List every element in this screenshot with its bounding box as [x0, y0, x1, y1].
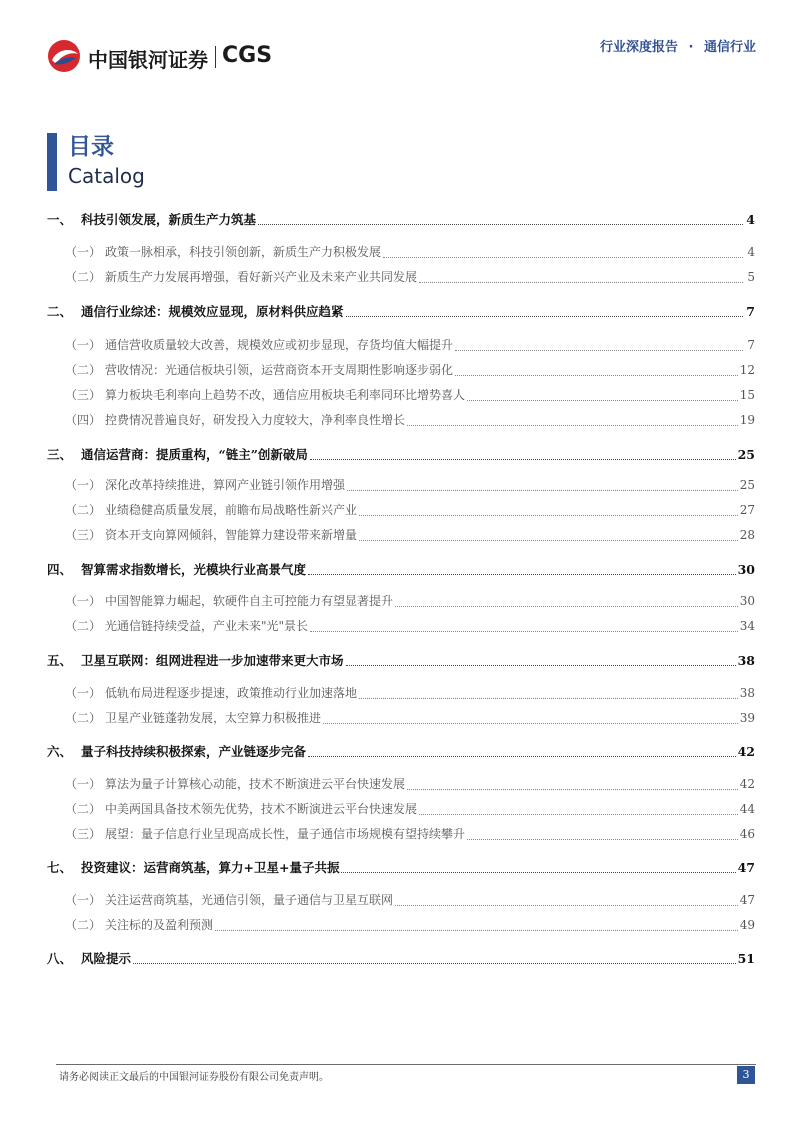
logo-text-cn: 中国银河证券: [88, 48, 208, 72]
toc-number: 五、: [47, 653, 73, 668]
toc-number: （二）: [65, 711, 102, 725]
toc-title: 新质生产力发展再增强，看好新兴产业及未来产业共同发展: [105, 270, 418, 284]
toc-title: 营收情况：光通信板块引领，运营商资本开支周期性影响逐步弱化: [105, 363, 454, 377]
toc-page-number: 5: [747, 270, 755, 284]
toc-number: （一）: [65, 594, 102, 608]
toc-page-number: 7: [746, 304, 755, 319]
toc-number: 二、: [47, 304, 73, 319]
toc-chapter-row[interactable]: [47, 949, 755, 969]
toc-page-number: 39: [739, 711, 755, 725]
toc-title: 科技引领发展，新质生产力筑基: [81, 212, 257, 227]
toc-leader-dots: [258, 223, 743, 225]
toc-leader-dots: [407, 788, 738, 790]
toc-leader-dots: [395, 904, 738, 906]
toc-title: 算法为量子计算核心动能，技术不断演进云平台快速发展: [105, 777, 406, 791]
toc-leader-dots: [455, 374, 738, 376]
toc-title: 通信运营商：提质重构，“链主”创新破局: [81, 447, 308, 462]
toc-page-number: 38: [737, 653, 755, 668]
toc-leader-dots: [308, 755, 736, 757]
toc-title: 卫星产业链蓬勃发展，太空算力积极推进: [105, 711, 322, 725]
toc-page-number: 19: [739, 413, 755, 427]
toc-leader-dots: [346, 664, 736, 666]
toc-section-row[interactable]: [47, 243, 755, 263]
toc-section-row[interactable]: [47, 268, 755, 288]
toc-leader-dots: [133, 962, 736, 964]
toc-page-number: 44: [739, 802, 755, 816]
toc-number: （一）: [65, 686, 102, 700]
catalog-accent-bar: [47, 133, 57, 191]
toc-number: （一）: [65, 338, 102, 352]
toc-leader-dots: [383, 256, 743, 258]
toc-title: 算力板块毛利率向上趋势不改，通信应用板块毛利率同环比增势喜人: [105, 388, 466, 402]
catalog-title-en: Catalog: [68, 164, 145, 188]
logo-divider: [215, 46, 216, 68]
toc-title: 业绩稳健高质量发展，前瞻布局战略性新兴产业: [105, 503, 358, 517]
toc-title: 中美两国具备技术领先优势，技术不断演进云平台快速发展: [105, 802, 418, 816]
toc-leader-dots: [359, 539, 738, 541]
toc-page-number: 46: [739, 827, 755, 841]
toc-title: 政策一脉相承，科技引领创新，新质生产力积极发展: [105, 245, 382, 259]
toc-number: 一、: [47, 212, 73, 227]
toc-page-number: 25: [737, 447, 755, 462]
toc-chapter-row[interactable]: [47, 302, 755, 322]
catalog-title-cn: 目录: [68, 134, 114, 160]
toc-page-number: 4: [747, 245, 755, 259]
toc-chapter-row[interactable]: [47, 651, 755, 671]
toc-leader-dots: [467, 399, 738, 401]
toc-number: （二）: [65, 619, 102, 633]
toc-number: （二）: [65, 270, 102, 284]
toc-leader-dots: [341, 871, 735, 873]
toc-title: 投资建议：运营商筑基，算力+卫星+量子共振: [81, 860, 340, 875]
toc-page-number: 27: [739, 503, 755, 517]
toc-section-row[interactable]: [47, 825, 755, 845]
toc-leader-dots: [455, 349, 743, 351]
toc-section-row[interactable]: [47, 386, 755, 406]
industry-name: 通信行业: [703, 40, 756, 55]
toc-page-number: 7: [747, 338, 755, 352]
toc-title: 关注标的及盈利预测: [105, 918, 214, 932]
toc-title: 智算需求指数增长，光模块行业高景气度: [81, 562, 307, 577]
toc-page-number: 47: [737, 860, 755, 875]
toc-number: （三）: [65, 388, 102, 402]
toc-section-row[interactable]: [47, 891, 755, 911]
toc-title: 资本开支向算网倾斜，智能算力建设带来新增量: [105, 528, 358, 542]
toc-leader-dots: [347, 489, 738, 491]
toc-title: 展望：量子信息行业呈现高成长性，量子通信市场规模有望持续攀升: [105, 827, 466, 841]
toc-chapter-row[interactable]: [47, 445, 755, 465]
toc-number: 四、: [47, 562, 73, 577]
toc-number: （一）: [65, 777, 102, 791]
toc-leader-dots: [310, 630, 738, 632]
toc-title: 关注运营商筑基，光通信引领，量子通信与卫星互联网: [105, 893, 394, 907]
toc-section-row[interactable]: [47, 411, 755, 431]
toc-number: （二）: [65, 363, 102, 377]
toc-leader-dots: [419, 281, 743, 283]
toc-title: 风险提示: [81, 951, 132, 966]
toc-page-number: 25: [739, 478, 755, 492]
toc-section-row[interactable]: [47, 709, 755, 729]
toc-title: 通信营收质量较大改善，规模效应或初步显现，存货均值大幅提升: [105, 338, 454, 352]
header-separator: ·: [688, 40, 694, 55]
toc-page-number: 47: [739, 893, 755, 907]
toc-leader-dots: [419, 813, 738, 815]
report-category: [600, 36, 756, 55]
logo-text-en: CGS: [222, 43, 273, 68]
toc-number: （二）: [65, 918, 102, 932]
report-type: 行业深度报告: [599, 40, 678, 55]
toc-section-row[interactable]: [47, 684, 755, 704]
page-header: [0, 0, 794, 80]
toc-leader-dots: [323, 722, 738, 724]
toc-title: 通信行业综述：规模效应显现，原材料供应趋紧: [81, 304, 344, 319]
toc-number: 三、: [47, 447, 73, 462]
toc-section-row[interactable]: [47, 800, 755, 820]
toc-number: （一）: [65, 893, 102, 907]
toc-chapter-row[interactable]: [47, 742, 755, 762]
toc-page-number: 42: [739, 777, 755, 791]
toc-number: 六、: [47, 744, 73, 759]
footer-divider: [56, 1064, 756, 1065]
toc-section-row[interactable]: [47, 501, 755, 521]
toc-title: 量子科技持续积极探索，产业链逐步完备: [81, 744, 307, 759]
toc-number: （一）: [65, 478, 102, 492]
toc-title: 卫星互联网：组网进程进一步加速带来更大市场: [81, 653, 344, 668]
toc-page-number: 49: [739, 918, 755, 932]
cgs-logo-icon: [46, 38, 82, 74]
toc-number: （二）: [65, 802, 102, 816]
toc-section-row[interactable]: [47, 916, 755, 936]
toc-title: 中国智能算力崛起，软硬件自主可控能力有望显著提升: [105, 594, 394, 608]
toc-page-number: 38: [739, 686, 755, 700]
toc-number: 七、: [47, 860, 73, 875]
toc-section-row[interactable]: [47, 361, 755, 381]
toc-chapter-row[interactable]: [47, 210, 755, 230]
toc-page-number: 42: [737, 744, 755, 759]
toc-title: 深化改革持续推进，算网产业链引领作用增强: [105, 478, 346, 492]
toc-leader-dots: [215, 929, 738, 931]
toc-leader-dots: [395, 605, 738, 607]
toc-chapter-row[interactable]: [47, 858, 755, 878]
toc-section-row[interactable]: [47, 526, 755, 546]
toc-leader-dots: [467, 838, 738, 840]
toc-page-number: 4: [746, 212, 755, 227]
toc-page-number: 28: [739, 528, 755, 542]
toc-leader-dots: [359, 697, 738, 699]
toc-number: （四）: [65, 413, 102, 427]
toc-number: （三）: [65, 528, 102, 542]
toc-section-row[interactable]: [47, 775, 755, 795]
toc-leader-dots: [359, 514, 738, 516]
footer-disclaimer: 请务必阅读正文最后的中国银河证券股份有限公司免责声明。: [59, 1072, 329, 1083]
toc-title: 低轨布局进程逐步提速，政策推动行业加速落地: [105, 686, 358, 700]
toc-leader-dots: [310, 458, 736, 460]
toc-leader-dots: [346, 315, 743, 317]
toc-section-row[interactable]: [47, 336, 755, 356]
toc-section-row[interactable]: [47, 592, 755, 612]
toc-leader-dots: [407, 424, 738, 426]
toc-section-row[interactable]: [47, 476, 755, 496]
toc-page-number: 34: [739, 619, 755, 633]
toc-page-number: 15: [739, 388, 755, 402]
toc-page-number: 12: [739, 363, 755, 377]
toc-chapter-row[interactable]: [47, 560, 755, 580]
toc-title: 控费情况普遍良好，研发投入力度较大，净利率良性增长: [105, 413, 406, 427]
toc-number: （二）: [65, 503, 102, 517]
toc-section-row[interactable]: [47, 617, 755, 637]
toc-leader-dots: [308, 573, 736, 575]
toc-page-number: 30: [737, 562, 755, 577]
toc-page-number: 30: [739, 594, 755, 608]
toc-title: 光通信链持续受益，产业未来"光"景长: [105, 619, 309, 633]
toc-page-number: 51: [737, 951, 755, 966]
toc-number: （三）: [65, 827, 102, 841]
toc-number: （一）: [65, 245, 102, 259]
page-number: 3: [737, 1066, 755, 1084]
toc-number: 八、: [47, 951, 73, 966]
